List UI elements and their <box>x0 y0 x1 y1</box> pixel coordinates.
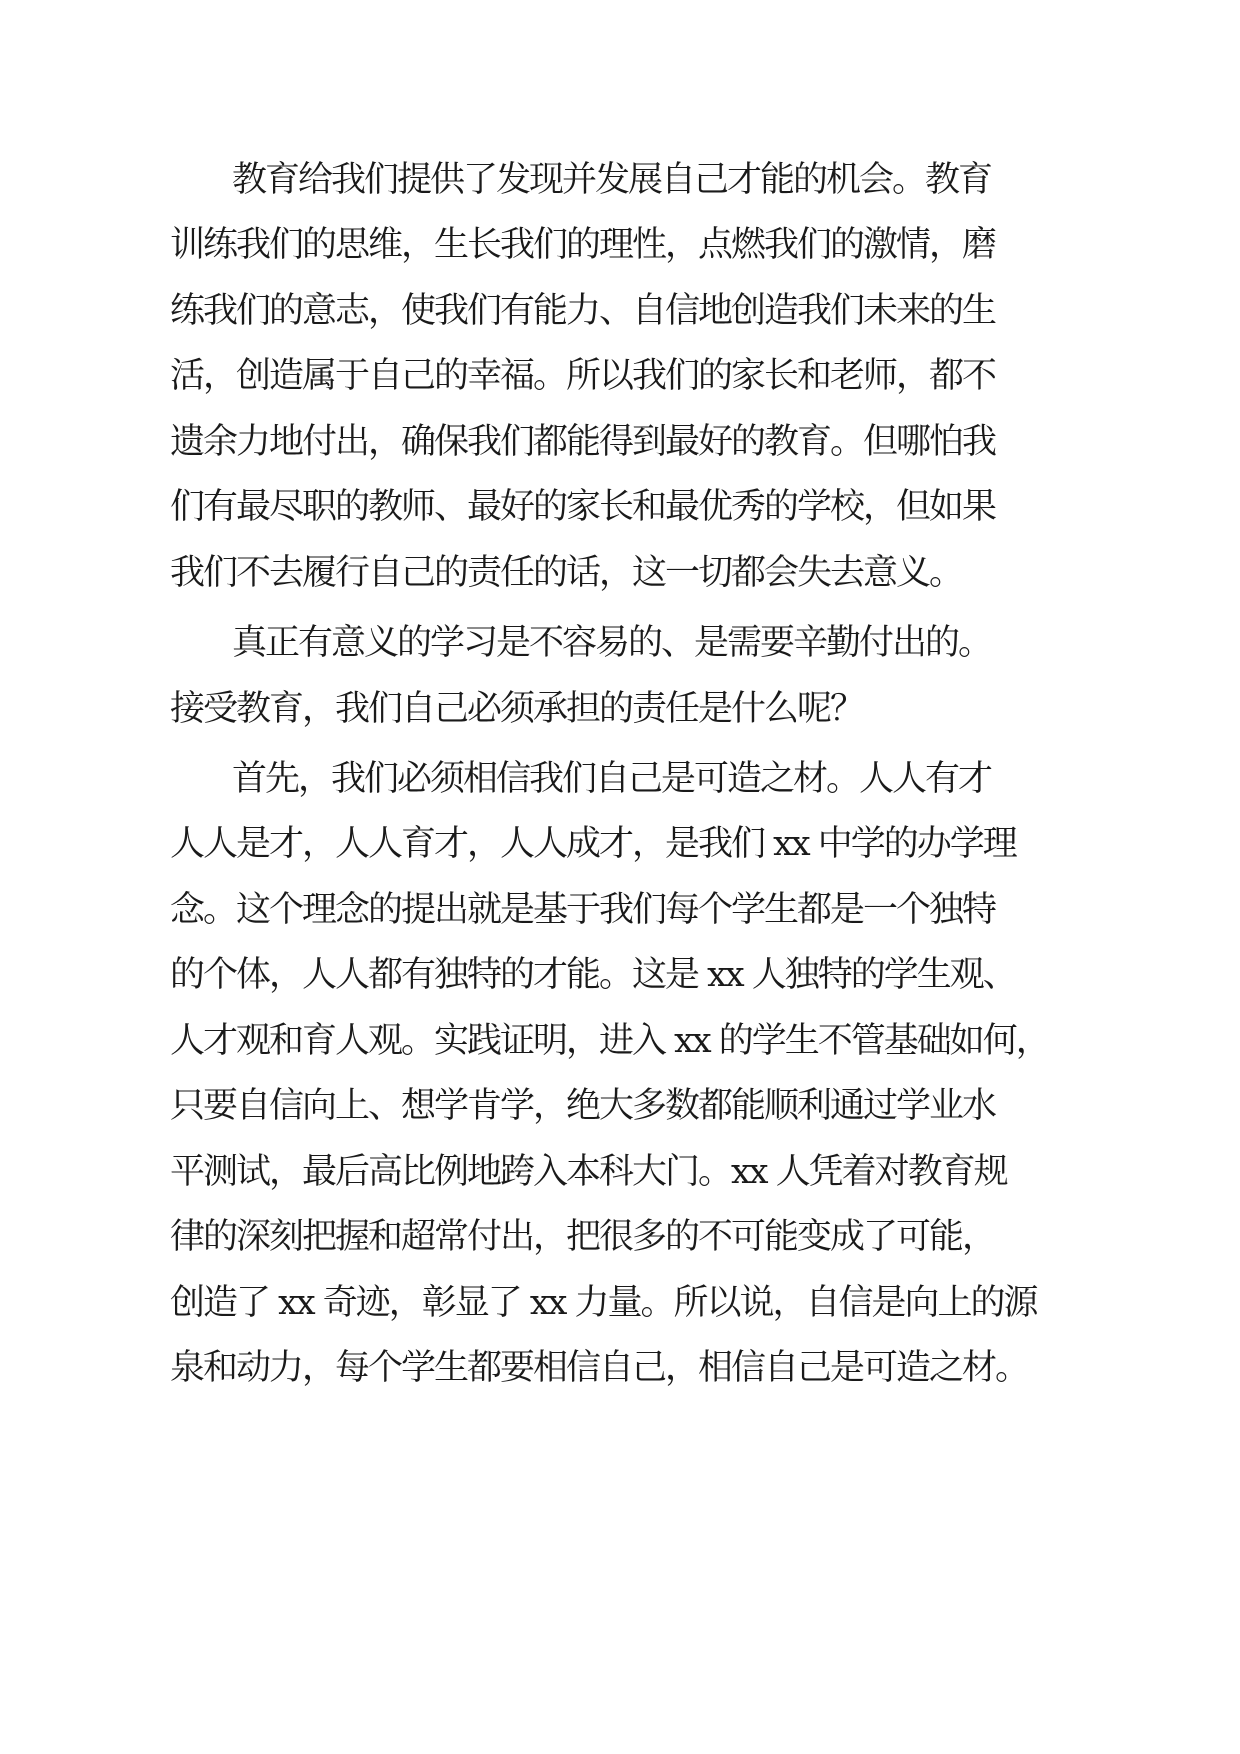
paragraph-3-line-8: 律的深刻把握和超常付出，把很多的不可能变成了可能， <box>170 1217 996 1257</box>
paragraph-3-line-2: 人人是才，人人育才，人人成才，是我们 xx 中学的办学理 <box>170 824 1016 864</box>
paragraph-1-line-3: 练我们的意志，使我们有能力、自信地创造我们未来的生 <box>170 291 996 331</box>
paragraph-1-line-5: 遗余力地付出，确保我们都能得到最好的教育。但哪怕我 <box>170 422 996 462</box>
paragraph-1-line-6: 们有最尽职的教师、最好的家长和最优秀的学校，但如果 <box>170 487 996 527</box>
paragraph-2-line-1: 真正有意义的学习是不容易的、是需要辛勤付出的。 <box>232 623 992 663</box>
paragraph-1-line-4: 活，创造属于自己的幸福。所以我们的家长和老师，都不 <box>170 356 996 396</box>
paragraph-1-line-1: 教育给我们提供了发现并发展自己才能的机会。教育 <box>232 160 992 200</box>
paragraph-1-line-7: 我们不去履行自己的责任的话，这一切都会失去意义。 <box>170 553 963 593</box>
paragraph-2-line-2: 接受教育，我们自己必须承担的责任是什么呢？ <box>170 689 864 729</box>
paragraph-3-line-5: 人才观和育人观。实践证明，进入 xx 的学生不管基础如何， <box>170 1021 1049 1061</box>
paragraph-3-line-6: 只要自信向上、想学肯学，绝大多数都能顺利通过学业水 <box>170 1086 996 1126</box>
paragraph-3-line-1: 首先，我们必须相信我们自己是可造之材。人人有才 <box>232 759 992 799</box>
paragraph-3-line-4: 的个体，人人都有独特的才能。这是 xx 人独特的学生观、 <box>170 955 1016 995</box>
paragraph-3-line-7: 平测试，最后高比例地跨入本科大门。xx 人凭着对教育规 <box>170 1152 1007 1192</box>
paragraph-3-line-10: 泉和动力，每个学生都要相信自己，相信自己是可造之材。 <box>170 1348 1029 1388</box>
paragraph-1-line-2: 训练我们的思维，生长我们的理性，点燃我们的激情，磨 <box>170 225 996 265</box>
paragraph-3-line-3: 念。这个理念的提出就是基于我们每个学生都是一个独特 <box>170 890 996 930</box>
paragraph-3-line-9: 创造了 xx 奇迹，彰显了 xx 力量。所以说，自信是向上的源 <box>170 1283 1037 1323</box>
